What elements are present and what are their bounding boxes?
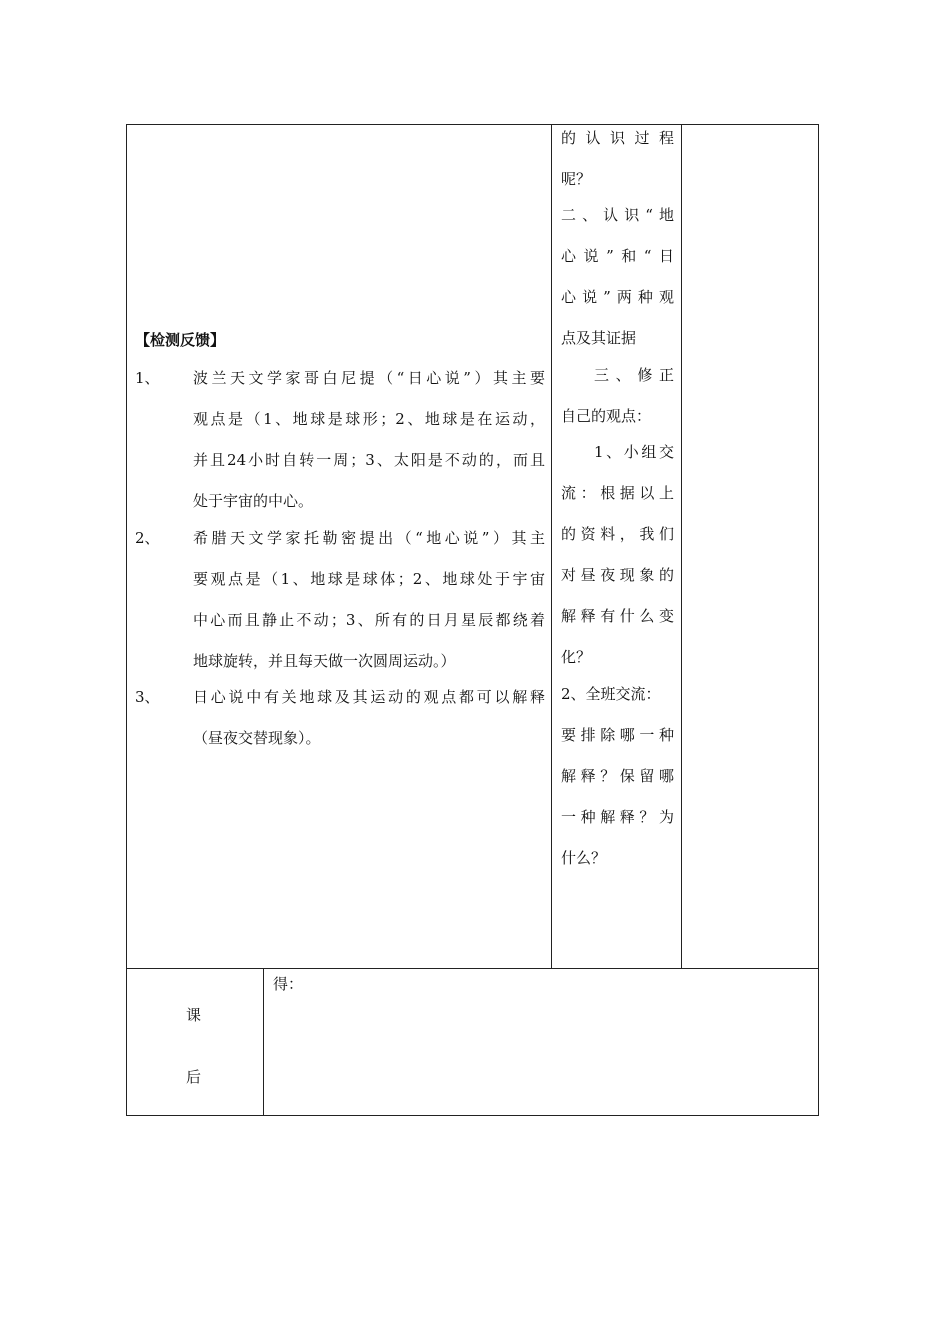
bottom-column-divider	[263, 968, 264, 1116]
item-3-number: 3、	[135, 688, 160, 706]
table-right-border	[818, 124, 819, 1116]
process-line-11: 的资料，我们	[561, 525, 674, 543]
process-line-7: 三、修正	[594, 366, 674, 384]
process-line-16: 要排除哪一种	[561, 726, 674, 744]
after-class-label-1: 课	[186, 1006, 202, 1024]
process-line-1: 的认识过程	[561, 129, 674, 147]
item-3-line-2: （昼夜交替现象）。	[193, 729, 321, 747]
table-top-border	[126, 124, 819, 125]
item-2-line-4: 地球旋转，并且每天做一次圆周运动。）	[193, 652, 456, 670]
process-line-9: 1、小组交	[594, 443, 674, 461]
item-1-line-1: 波兰天文学家哥白尼提（“日心说”）其主要	[193, 369, 545, 387]
row-divider	[126, 968, 819, 969]
process-line-5: 心说”两种观	[561, 288, 674, 306]
item-3-line-1: 日心说中有关地球及其运动的观点都可以解释	[193, 688, 545, 706]
process-line-10: 流：根据以上	[561, 484, 674, 502]
column-divider-2	[681, 124, 682, 969]
after-class-label-2: 后	[186, 1068, 202, 1086]
after-class-content: 得：	[273, 975, 304, 993]
table-left-border	[126, 124, 127, 1116]
process-line-19: 什么？	[561, 849, 607, 867]
process-line-8: 自己的观点：	[561, 407, 652, 425]
item-1-number: 1、	[135, 369, 160, 387]
process-line-15: 2、全班交流：	[561, 685, 661, 703]
item-2-number: 2、	[135, 529, 160, 547]
process-line-3: 二、认识“地	[561, 206, 674, 224]
process-line-12: 对昼夜现象的	[561, 566, 674, 584]
process-line-14: 化？	[561, 648, 592, 666]
item-2-line-3: 中心而且静止不动；3、所有的日月星辰都绕着	[193, 611, 545, 629]
feedback-heading: 【检测反馈】	[135, 331, 226, 349]
item-1-line-3: 并且24小时自转一周；3、太阳是不动的，而且	[193, 451, 545, 469]
process-line-17: 解释？保留哪	[561, 767, 674, 785]
process-line-6: 点及其证据	[561, 329, 637, 347]
process-line-2: 呢？	[561, 170, 592, 188]
item-2-line-1: 希腊天文学家托勒密提出（“地心说”）其主	[193, 529, 545, 547]
table-bottom-border	[126, 1115, 819, 1116]
process-line-18: 一种解释？为	[561, 808, 674, 826]
process-line-13: 解释有什么变	[561, 607, 674, 625]
process-line-4: 心说”和“日	[561, 247, 674, 265]
column-divider-1	[551, 124, 552, 969]
item-1-line-2: 观点是（1、地球是球形；2、地球是在运动，	[193, 410, 545, 428]
item-1-line-4: 处于宇宙的中心。	[193, 492, 314, 510]
item-2-line-2: 要观点是（1、地球是球体；2、地球处于宇宙	[193, 570, 545, 588]
